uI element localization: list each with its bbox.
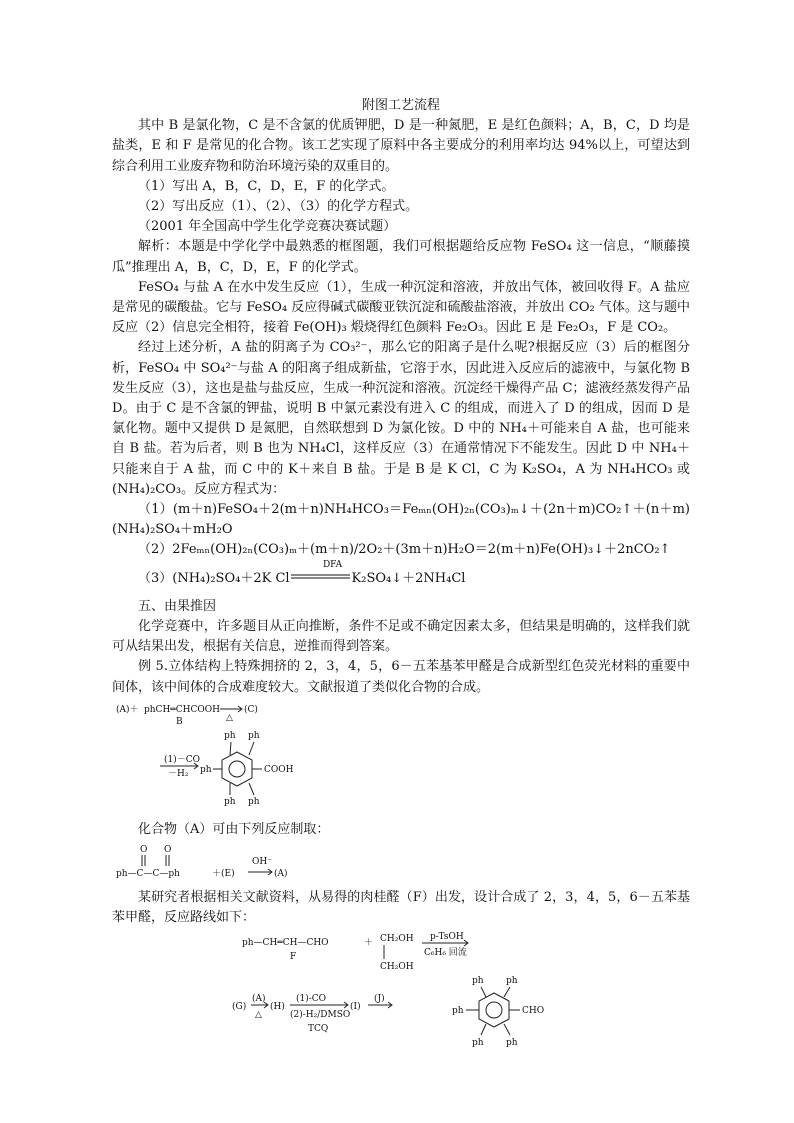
scheme2-o-2: O <box>164 845 172 856</box>
question-2: （2）写出反应（1）、（2）、（3）的化学方程式。 <box>138 199 419 215</box>
scheme1-cooh: COOH <box>264 764 294 775</box>
scheme3-g: (G) <box>232 1001 247 1012</box>
paragraph-section5: 化学竞赛中，许多题目从正向推断，条件不足或不确定因素太多，但结果是明确的，这样我们就可从结果出发，根据有关信息，逆推而得到答案。 <box>112 619 690 655</box>
question-1: （1）写出 A，B，C，D，E，F 的化学式。 <box>138 178 395 194</box>
scheme1-b: B <box>176 716 183 727</box>
example-5: 例 5.立体结构上特殊拥挤的 2，3，4，5，6－五苯基苯甲醛是合成新型红色荧光材料的重要中间体，该中间体的合成难度较大。文献报道了类似化合物的合成。 <box>112 659 690 695</box>
equation-1: （1）(m＋n)FeSO₄＋2(m＋n)NH₄HCO₃＝Feₘₙ(OH)₂ₙ(CO₃)ₘ↓＋(2n＋m)CO₂↑＋(n＋m)(NH₄)₂SO₄＋mH₂O <box>112 502 690 538</box>
scheme3-f-chain: ph—CH═CH—CHO <box>242 937 329 948</box>
scheme1-step: (1)－CO <box>164 754 201 765</box>
scheme3-f: F <box>290 951 297 962</box>
bond <box>481 1024 486 1035</box>
reaction-scheme-2 <box>112 842 412 886</box>
scheme3-j: (J) <box>374 993 385 1004</box>
scheme3-ring-circle <box>486 1002 502 1018</box>
scheme3-ph-3: ph <box>452 1005 464 1016</box>
equation-3-condition: DFA <box>322 559 343 570</box>
scheme3-plus: ＋ <box>364 937 374 948</box>
bond <box>230 742 231 755</box>
scheme3-h: (H) <box>270 1001 285 1012</box>
scheme3-ph-1: ph <box>472 975 484 986</box>
scheme3-ph-2: ph <box>506 975 518 986</box>
reaction-arrow-icon <box>290 572 352 582</box>
equation-3-right: K₂SO₄↓＋2NH₄Cl <box>351 570 466 586</box>
scheme1-ph-2: ph <box>248 730 260 741</box>
bond <box>481 987 486 997</box>
analysis-paragraph-3: 经过上述分析，A 盐的阴离子为 CO₃²⁻，那么它的阳离子是什么呢?根据反应（3）后的框图分析，FeSO₄ 中 SO₄²⁻与盐 A 的阳离子组成新盐，它溶于水，因此进入反应后的滤液中，与氯化物 B 发生反应（3），这也是盐与盐反应，生成一种沉淀和溶液。沉淀经干燥得产品 C；滤液经蒸发得产品 D。由于 C 是不含氯的钾盐，说明 B 中氯元素没有进入 C 的组成，而进入了 D 的组成，因而 D 是氯化物。题中又提供 D 是氮肥，自然联想到 D 为氯化铵。D 中的 NH₄＋可能来自 A 盐，也可能来自 B 盐。若为后者，则 B 也为 NH₄Cl，这样反应（3）在通常情况下不能发生。因此 D 中 NH₄＋只能来自于 A 盐，而 C 中的 K＋来自 B 盐。于是 B 是 K Cl，C 为 K₂SO₄，A 为 NH₄HCO₃ 或(NH₄)₂CO₃。反应方程式为： <box>112 340 690 497</box>
page-title: 附图工艺流程 <box>361 98 440 113</box>
equation-3 <box>112 559 690 589</box>
bond <box>249 783 254 795</box>
scheme1-benzene-ring <box>222 752 252 786</box>
paragraph-intro: 其中 B 是氯化物，C 是不含氯的优质钾肥，D 是一种氮肥，E 是红色颜料；A，B，C，D 均是盐类，E 和 F 是常见的化合物。该工艺实现了原料中各主要成分的利用率均达 94%以上，可望达到综合利用工业废弃物和防治环境污染的双重目的。 <box>112 118 690 174</box>
scheme3-s2: (2)-H₂/DMSO <box>290 1009 351 1020</box>
analysis-paragraph-1: 解析：本题是中学化学中最熟悉的框图题，我们可根据题给反应物 FeSO₄ 这一信息，“顺藤摸瓜”推理出 A，B，C，D，E，F 的化学式。 <box>112 239 690 275</box>
scheme3-delta: △ <box>255 1009 262 1020</box>
scheme1-ph-1: ph <box>224 730 236 741</box>
bond <box>249 742 254 755</box>
scheme1-ph-4: ph <box>224 796 236 807</box>
scheme3-i: (I) <box>350 1001 361 1012</box>
scheme3-benzene-ring <box>479 993 509 1027</box>
scheme3-ch2oh-2: CH₂OH <box>380 961 414 972</box>
paragraph-route: 某研究者根据相关文献资料，从易得的肉桂醛（F）出发，设计合成了 2，3，4，5，6－五苯基苯甲醛，反应路线如下： <box>112 890 690 926</box>
scheme2-o-1: O <box>140 845 148 856</box>
bond <box>504 987 510 997</box>
source-note: （2001 年全国高中学生化学竞赛决赛试题） <box>138 219 397 235</box>
scheme2-product: (A) <box>274 869 288 880</box>
scheme3-ph-5: ph <box>506 1037 518 1048</box>
scheme3-ph-4: ph <box>472 1037 484 1048</box>
scheme2-plus-e: ＋(E) <box>212 869 235 880</box>
equation-3-arrow <box>290 559 352 584</box>
scheme1-c: (C) <box>244 704 258 715</box>
scheme2-chain: ph—C—C—ph <box>116 869 180 880</box>
scheme3-cho: CHO <box>522 1005 545 1016</box>
document-body <box>112 96 690 1065</box>
scheme3-s1: (1)-CO <box>296 993 327 1004</box>
scheme2-oh: OH⁻ <box>252 857 272 868</box>
scheme3-solvent: C₆H₆ 回流 <box>424 947 467 958</box>
scheme1-delta: △ <box>226 712 233 723</box>
paragraph-compound-a: 化合物（A）可由下列反应制取： <box>138 821 330 837</box>
scheme1-ph-5: ph <box>248 796 260 807</box>
scheme3-tcq: TCQ <box>308 1023 329 1034</box>
reaction-scheme-1 <box>112 700 412 818</box>
equation-3-left: （3）(NH₄)₂SO₄＋2K Cl <box>138 570 290 586</box>
scheme3-reagent: p-TsOH <box>430 931 464 942</box>
bond <box>504 1024 510 1035</box>
section-heading: 五、由果推因 <box>138 598 217 614</box>
scheme1-a: (A)＋ <box>116 704 139 715</box>
scheme1-ring-circle <box>229 761 245 777</box>
equation-2: （2）2Feₘₙ(OH)₂ₙ(CO₃)ₘ＋(m＋n)/2O₂＋(3m＋n)H₂O＝2(m＋n)Fe(OH)₃↓＋2nCO₂↑ <box>138 542 671 558</box>
reaction-scheme-3 <box>112 931 552 1063</box>
scheme1-step2: －H₂ <box>168 768 189 779</box>
scheme3-ch2oh-1: CH₂OH <box>380 933 414 944</box>
scheme1-ph-3: ph <box>200 764 212 775</box>
scheme1-reagent: phCH═CHCOOH <box>144 704 220 715</box>
analysis-paragraph-2: FeSO₄ 与盐 A 在水中发生反应（1），生成一种沉淀和溶液，并放出气体，被回收得 F。A 盐应是常见的碳酸盐。它与 FeSO₄ 反应得碱式碳酸亚铁沉淀和硫酸盐溶液，并放出 CO₂ 气体。这与题中反应（2）信息完全相符，接着 Fe(OH)₃ 煅烧得红色颜料 Fe₂O₃。因此 E 是 Fe₂O₃，F 是 CO₂。 <box>112 279 690 336</box>
scheme3-a: (A) <box>252 993 266 1004</box>
